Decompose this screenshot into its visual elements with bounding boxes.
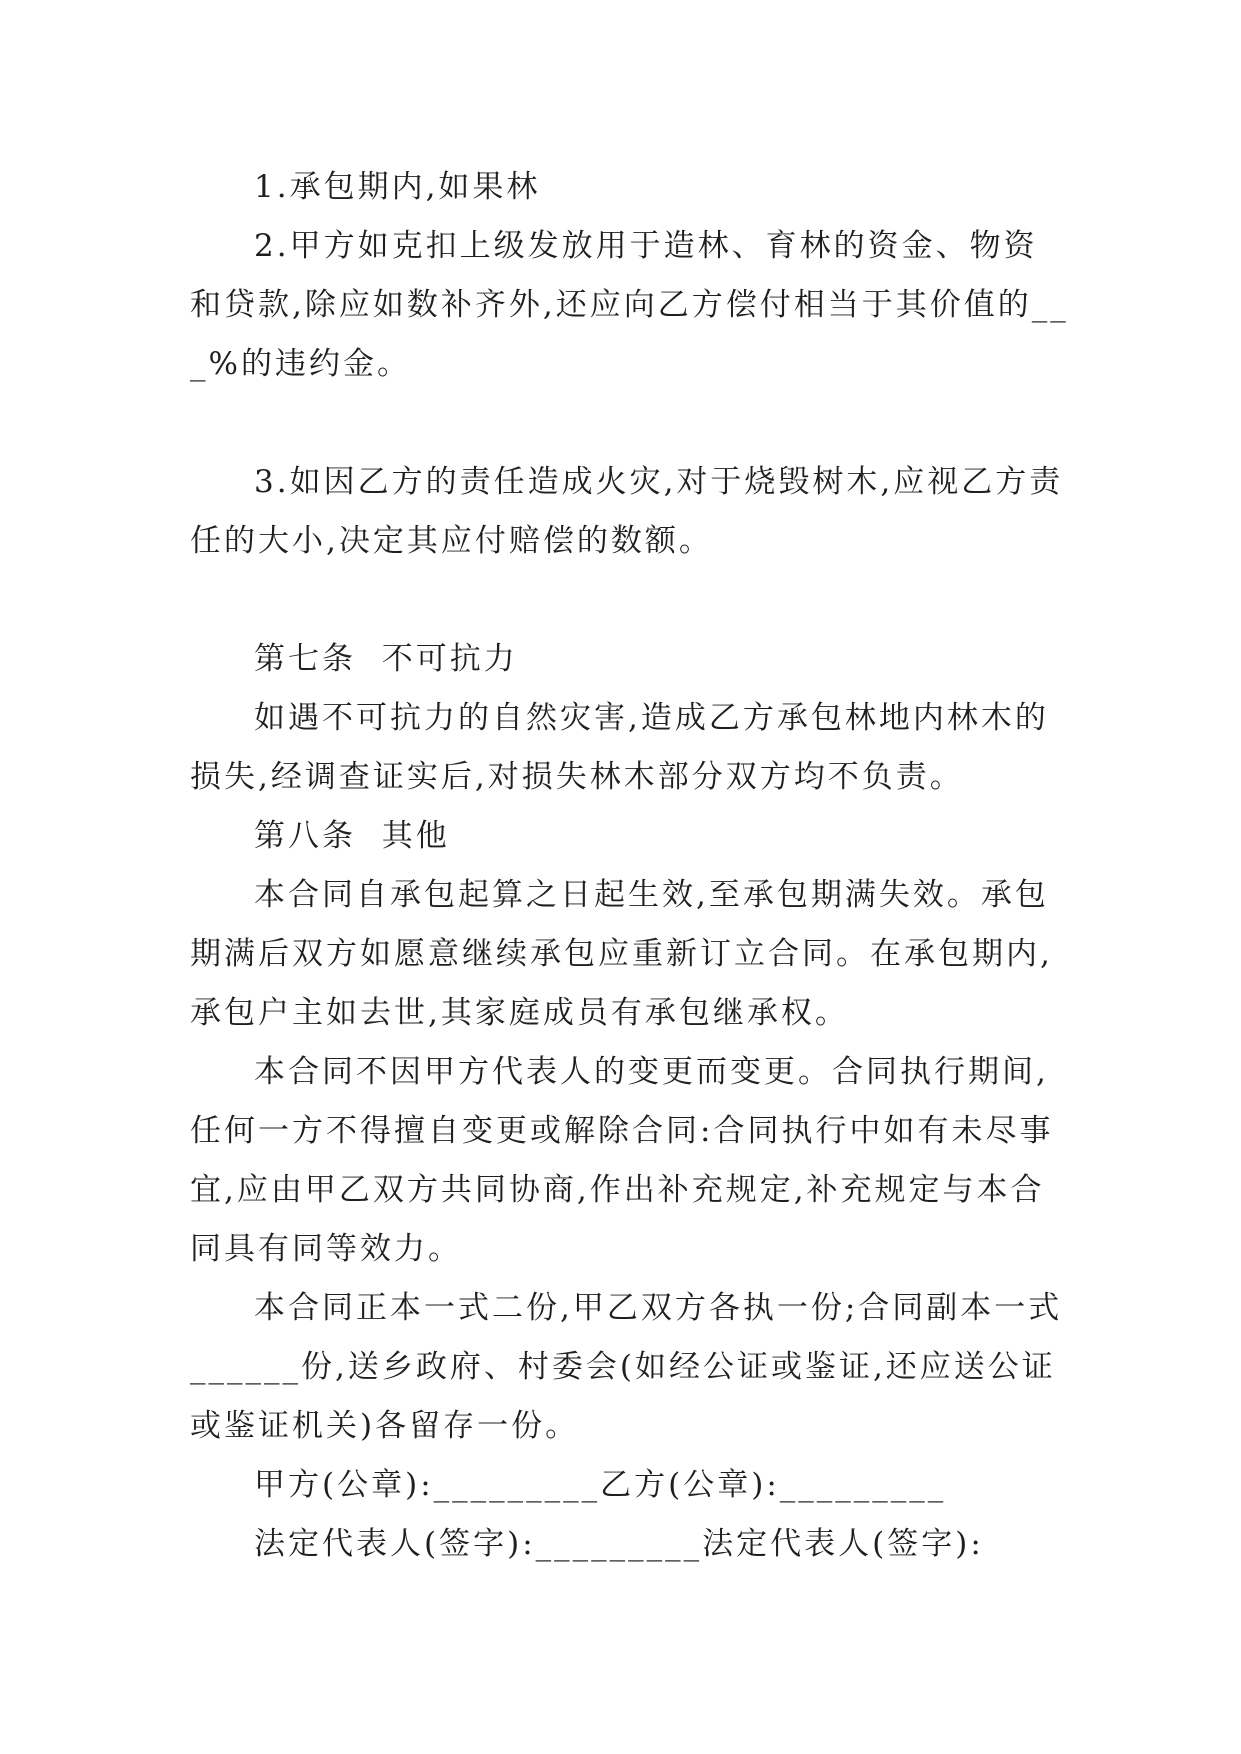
article-8-body-changes: 本合同不因甲方代表人的变更而变更。合同执行期间,任何一方不得擅自变更或解除合同:合同执行中如有未尽事宜,应由甲乙双方共同协商,作出补充规定,补充规定与本合同具有同等效力。: [190, 1054, 1054, 1267]
signature-line-representatives: 法定代表人(签字):_________法定代表人(签字):: [254, 1526, 984, 1562]
article-8-body-validity: 本合同自承包起算之日起生效,至承包期满失效。承包期满后双方如愿意继续承包应重新订立合同。在承包期内,承包户主如去世,其家庭成员有承包继承权。: [190, 877, 1053, 1031]
clause-item-2: 2.甲方如克扣上级发放用于造林、育林的资金、物资和贷款,除应如数补齐外,还应向乙方偿付相当于其价值的___%的违约金。: [190, 228, 1069, 382]
clause-item-1: 1.承包期内,如果林: [254, 169, 541, 205]
article-7-body: 如遇不可抗力的自然灾害,造成乙方承包林地内林木的损失,经调查证实后,对损失林木部分双方均不负责。: [190, 700, 1049, 795]
article-7-heading: 第七条 不可抗力: [254, 641, 518, 677]
document-body: [190, 158, 1070, 1574]
paragraph-gap: [190, 394, 1070, 453]
clause-item-3: 3.如因乙方的责任造成火灾,对于烧毁树木,应视乙方责任的大小,决定其应付赔偿的数额。: [190, 464, 1064, 559]
article-8-heading: 第八条 其他: [254, 818, 450, 854]
article-8-body-copies: 本合同正本一式二份,甲乙双方各执一份;合同副本一式______份,送乡政府、村委会(如经公证或鉴证,还应送公证或鉴证机关)各留存一份。: [190, 1290, 1063, 1444]
signature-line-seals: 甲方(公章):_________乙方(公章):_________: [254, 1467, 947, 1503]
paragraph-gap: [190, 571, 1070, 630]
